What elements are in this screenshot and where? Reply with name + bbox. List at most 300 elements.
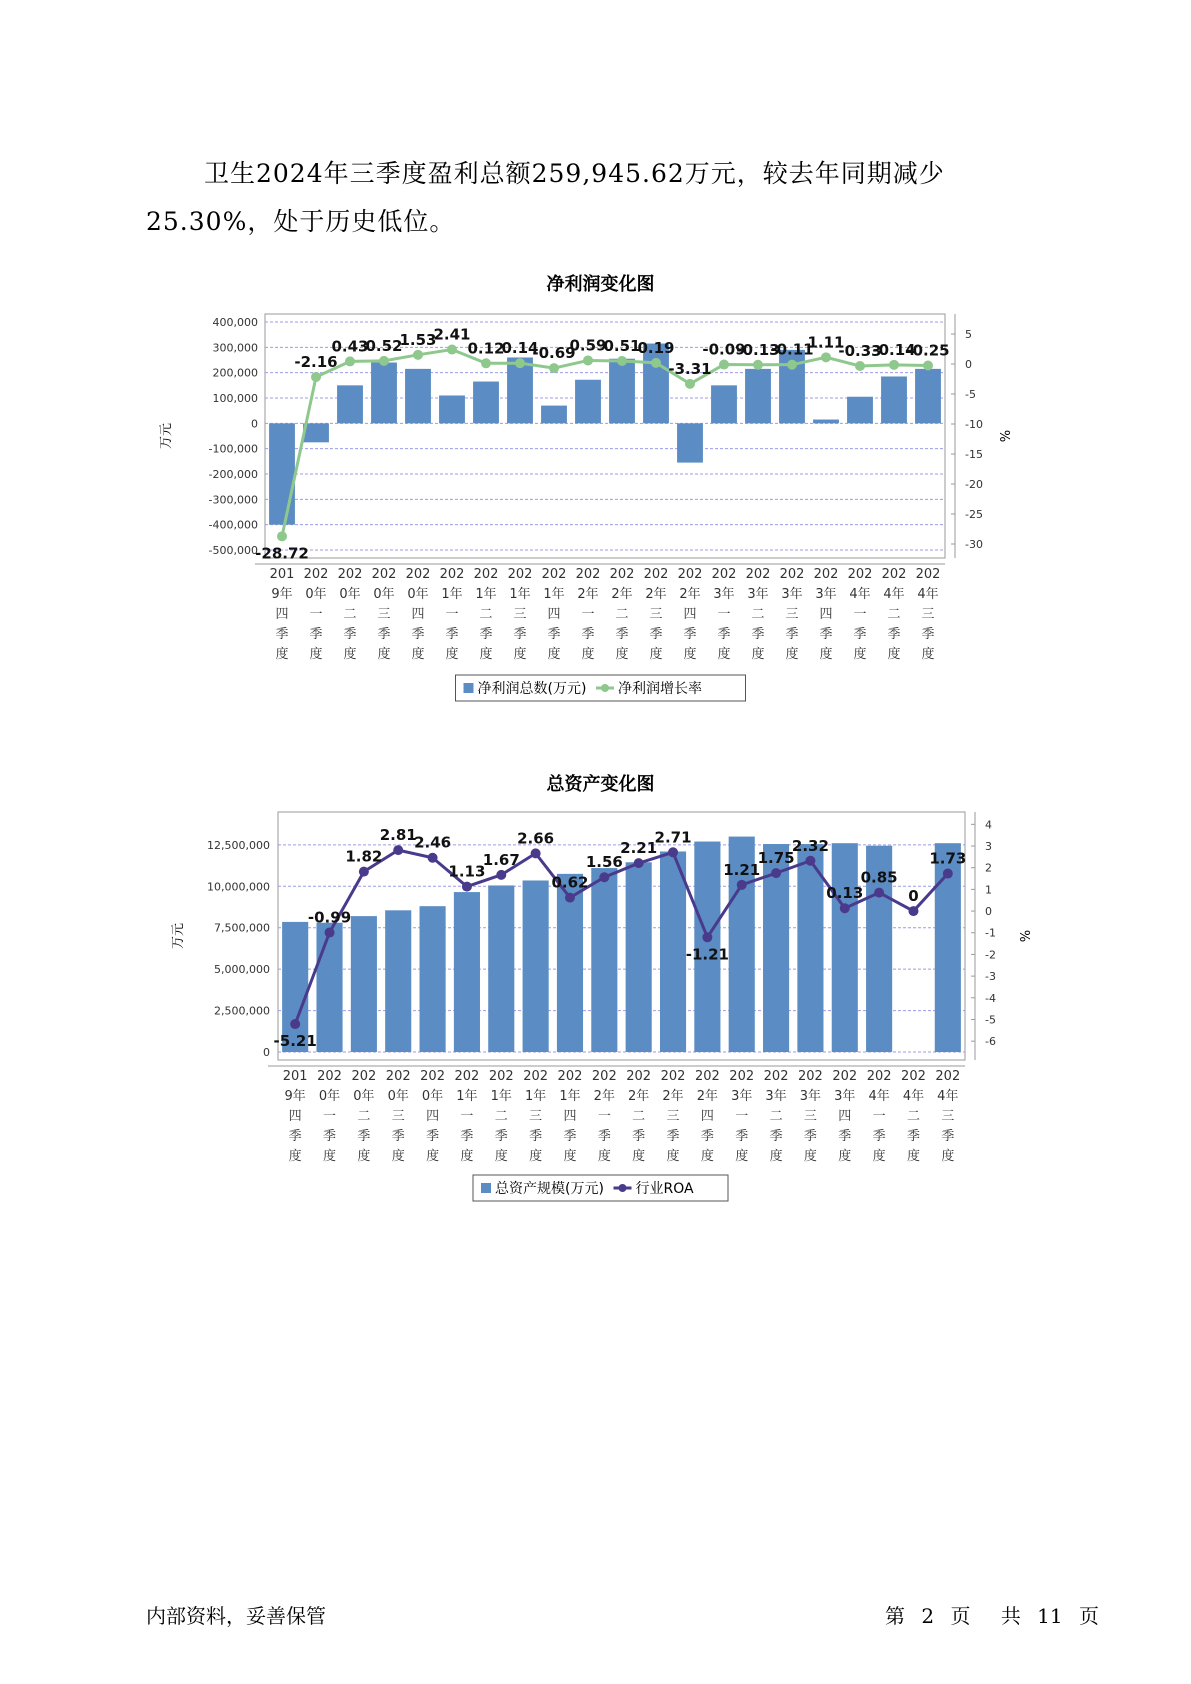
x-tick-part: 202: [317, 1069, 342, 1084]
data-label: 1.11: [807, 333, 845, 352]
x-tick-part: 度: [666, 1149, 680, 1164]
x-tick-part: 202: [609, 567, 635, 582]
x-tick-part: 度: [803, 1149, 817, 1164]
line-point: [393, 845, 403, 855]
x-tick-part: 202: [488, 1069, 514, 1084]
x-tick-label: [678, 567, 703, 662]
x-tick-part: 202: [813, 567, 839, 582]
x-tick-part: 1年: [456, 1089, 478, 1104]
y-tick-label: -300,000: [208, 493, 258, 507]
x-tick-part: 季: [717, 627, 731, 642]
x-tick-part: 1年: [475, 587, 497, 602]
data-label: 2.21: [620, 839, 658, 858]
bar: [575, 380, 601, 424]
bar: [473, 382, 499, 424]
footer-confidential: 内部资料，妥善保管: [146, 1604, 326, 1628]
x-tick-label: [746, 567, 771, 662]
x-tick-part: 1年: [524, 1089, 547, 1104]
x-tick-label: [712, 567, 737, 662]
line-point: [428, 853, 438, 863]
x-tick-part: 季: [445, 627, 459, 642]
data-label: 1.53: [399, 330, 437, 349]
x-tick-part: 0年: [373, 587, 395, 602]
x-tick-part: 度: [735, 1149, 749, 1164]
x-tick-part: 度: [460, 1149, 474, 1164]
x-tick-part: 季: [357, 1129, 371, 1144]
line-point: [668, 847, 678, 857]
x-tick-part: 202: [473, 567, 499, 582]
x-tick-part: 0年: [318, 1089, 341, 1104]
y-tick-label: 0: [251, 417, 258, 431]
line-point: [787, 360, 797, 370]
data-label: 1.75: [757, 849, 795, 868]
x-tick-part: 2年: [593, 1089, 615, 1104]
x-tick-part: 季: [632, 1129, 646, 1144]
x-tick-part: 1年: [559, 1089, 581, 1104]
x-tick-part: 202: [385, 1069, 411, 1084]
bar: [626, 862, 652, 1052]
data-label: -0.09: [702, 340, 746, 359]
x-tick-part: 4年: [902, 1089, 925, 1104]
data-label: -0.69: [532, 344, 576, 363]
x-tick-part: 季: [581, 627, 595, 642]
page-number: 2: [921, 1604, 935, 1628]
x-tick-label: [474, 567, 499, 662]
x-tick-part: 一: [460, 1109, 474, 1124]
line-point: [908, 906, 918, 916]
y2-tick-label: -10: [965, 418, 983, 431]
legend-line-label: 行业ROA: [635, 1181, 694, 1197]
x-tick-part: 四: [700, 1109, 714, 1124]
bar: [660, 851, 686, 1052]
y-tick-label: -100,000: [208, 442, 258, 456]
x-tick-part: 季: [785, 627, 799, 642]
x-tick-part: 202: [832, 1069, 858, 1084]
x-tick-label: [764, 1069, 789, 1164]
x-tick-part: 度: [275, 647, 289, 662]
y2-tick-label: 3: [985, 840, 992, 854]
line-point: [379, 356, 389, 366]
line-point: [685, 379, 695, 389]
x-tick-part: 0年: [407, 587, 429, 602]
x-tick-part: 度: [632, 1149, 646, 1164]
net-profit-chart: [0, 270, 1191, 710]
data-label: -2.16: [294, 352, 338, 371]
x-tick-part: 202: [847, 567, 873, 582]
x-tick-part: 度: [819, 647, 833, 662]
x-tick-part: 季: [411, 627, 425, 642]
x-tick-part: 季: [838, 1129, 852, 1144]
x-tick-part: 季: [309, 627, 323, 642]
x-tick-part: 度: [769, 1149, 783, 1164]
x-tick-part: 202: [677, 567, 703, 582]
line-point: [923, 361, 933, 371]
x-tick-part: 三: [921, 607, 935, 622]
y2-tick-label: 5: [965, 328, 972, 341]
line-point: [277, 531, 287, 541]
x-tick-label: [901, 1069, 926, 1164]
bar: [405, 369, 431, 423]
x-tick-part: 0年: [339, 587, 361, 602]
x-tick-part: 202: [694, 1069, 720, 1084]
y2-tick-label: -3: [985, 970, 996, 984]
data-label: 2.81: [379, 826, 417, 845]
x-tick-part: 度: [785, 647, 799, 662]
chart-title: 总资产变化图: [546, 774, 655, 795]
x-tick-part: 度: [597, 1149, 611, 1164]
line-point: [771, 868, 781, 878]
data-label: -28.72: [255, 544, 309, 563]
line-point: [462, 882, 472, 892]
bar: [385, 910, 411, 1052]
x-tick-part: 202: [541, 567, 567, 582]
y-tick-label: 0: [263, 1046, 270, 1059]
line-point: [565, 893, 575, 903]
x-tick-part: 度: [700, 1149, 714, 1164]
x-tick-part: 一: [735, 1109, 749, 1124]
x-tick-part: 四: [563, 1109, 577, 1124]
line-point: [753, 360, 763, 370]
line-point: [359, 867, 369, 877]
x-tick-part: 3年: [815, 587, 837, 602]
x-tick-part: 四: [547, 607, 561, 622]
x-tick-part: 度: [563, 1149, 577, 1164]
x-tick-part: 202: [557, 1069, 583, 1084]
y2-tick-label: 0: [965, 358, 972, 371]
x-tick-part: 二: [479, 607, 493, 622]
x-tick-part: 季: [853, 627, 867, 642]
data-label: -5.21: [273, 1032, 317, 1051]
data-label: 1.56: [585, 853, 623, 872]
bar: [371, 363, 397, 424]
x-tick-part: 4年: [937, 1089, 959, 1104]
x-tick-label: [916, 567, 941, 662]
x-tick-part: 4年: [917, 587, 939, 602]
x-tick-label: [867, 1069, 892, 1164]
x-tick-part: 三: [391, 1109, 405, 1124]
y2-tick-label: -30: [965, 538, 983, 551]
bar: [351, 916, 377, 1052]
x-tick-part: 季: [751, 627, 765, 642]
line-point: [855, 361, 865, 371]
x-tick-part: 三: [377, 607, 391, 622]
y-tick-label: 100,000: [212, 392, 258, 405]
bar: [488, 885, 514, 1052]
line-point: [651, 358, 661, 368]
y2-axis-title: %: [996, 429, 1011, 443]
y-tick-label: 200,000: [212, 366, 258, 380]
x-tick-part: 季: [460, 1129, 474, 1144]
x-tick-part: 二: [751, 607, 765, 622]
x-tick-part: 2年: [577, 587, 599, 602]
y2-tick-label: -4: [985, 991, 996, 1005]
data-label: 0.59: [569, 336, 607, 355]
x-tick-part: 3年: [713, 587, 735, 602]
x-tick-part: 0年: [353, 1089, 375, 1104]
x-tick-part: 度: [838, 1149, 852, 1164]
x-tick-part: 三: [941, 1109, 955, 1124]
x-tick-part: 三: [649, 607, 663, 622]
line-point: [634, 858, 644, 868]
x-tick-label: [848, 567, 873, 662]
x-tick-part: 四: [288, 1109, 302, 1124]
data-label: -3.31: [668, 359, 712, 378]
y-tick-label: 7,500,000: [214, 921, 270, 935]
x-tick-part: 度: [445, 647, 459, 662]
x-tick-part: 202: [507, 567, 533, 582]
legend-bar-swatch: [481, 1183, 491, 1193]
x-tick-part: 季: [887, 627, 901, 642]
x-tick-part: 度: [411, 647, 425, 662]
x-tick-part: 季: [803, 1129, 817, 1144]
y-tick-label: 400,000: [212, 316, 258, 329]
bar: [337, 385, 363, 423]
footer-page-info: [885, 1600, 1099, 1629]
x-tick-label: [317, 1069, 342, 1164]
x-tick-part: 202: [351, 1069, 377, 1084]
x-tick-label: [610, 567, 635, 662]
x-tick-label: [304, 567, 329, 662]
x-tick-part: 201: [282, 1069, 308, 1084]
x-tick-label: [626, 1069, 651, 1164]
y2-tick-label: -5: [965, 388, 976, 401]
x-tick-part: 202: [454, 1069, 480, 1084]
x-tick-part: 四: [275, 607, 289, 622]
x-tick-part: 202: [915, 567, 941, 582]
x-tick-part: 0年: [305, 587, 327, 602]
x-tick-part: 1年: [543, 587, 565, 602]
x-tick-part: 四: [426, 1109, 440, 1124]
bar: [711, 385, 737, 423]
data-label: 1.21: [723, 860, 761, 879]
y2-tick-label: -5: [985, 1013, 996, 1027]
x-tick-part: 1年: [509, 587, 531, 602]
line-point: [481, 358, 491, 368]
x-tick-part: 三: [803, 1109, 817, 1124]
x-tick-part: 一: [323, 1109, 337, 1124]
x-tick-part: 三: [513, 607, 527, 622]
line-point: [719, 360, 729, 370]
x-tick-label: [576, 567, 601, 662]
x-tick-part: 202: [660, 1069, 686, 1084]
line-point: [840, 903, 850, 913]
x-tick-part: 202: [866, 1069, 892, 1084]
x-tick-part: 202: [337, 567, 363, 582]
x-tick-part: 202: [626, 1069, 652, 1084]
x-tick-part: 二: [343, 607, 357, 622]
x-tick-part: 202: [439, 567, 465, 582]
x-tick-part: 202: [591, 1069, 617, 1084]
data-label: -0.11: [770, 340, 814, 359]
y2-tick-label: -20: [965, 478, 983, 491]
page-prefix: 第: [885, 1604, 905, 1628]
x-tick-part: 度: [872, 1149, 886, 1164]
x-tick-label: [832, 1069, 857, 1164]
y-tick-label: 10,000,000: [207, 880, 270, 894]
total-unit: 页: [1078, 1604, 1099, 1628]
x-tick-part: 9年: [284, 1089, 306, 1104]
x-tick-part: 2年: [645, 587, 667, 602]
x-tick-part: 202: [881, 567, 907, 582]
x-tick-part: 2年: [662, 1089, 684, 1104]
y-axis-title: 万元: [171, 922, 186, 950]
x-tick-part: 季: [941, 1129, 955, 1144]
y-tick-label: 300,000: [212, 341, 258, 355]
data-label: 2.66: [517, 829, 555, 848]
data-label: -0.13: [736, 340, 780, 359]
x-tick-part: 4年: [868, 1089, 890, 1104]
x-tick-part: 202: [523, 1069, 549, 1084]
x-tick-part: 202: [798, 1069, 823, 1084]
bar: [847, 397, 873, 424]
data-label: 2.71: [654, 828, 692, 847]
line-point: [874, 888, 884, 898]
x-tick-part: 202: [303, 567, 329, 582]
x-tick-part: 202: [729, 1069, 755, 1084]
data-label: 2.46: [414, 833, 452, 852]
x-tick-part: 一: [717, 607, 731, 622]
total-assets-chart: [0, 770, 1191, 1210]
data-label: 1.67: [482, 850, 520, 869]
x-tick-part: 202: [643, 567, 669, 582]
x-tick-part: 度: [426, 1149, 440, 1164]
bar: [813, 420, 839, 424]
y-axis-title: 万元: [159, 422, 174, 450]
x-tick-part: 度: [941, 1149, 955, 1164]
x-tick-label: [935, 1069, 960, 1164]
data-label: 0.12: [467, 339, 505, 358]
x-tick-part: 度: [615, 647, 629, 662]
x-tick-part: 202: [935, 1069, 961, 1084]
x-tick-part: 季: [921, 627, 935, 642]
data-label: -0.25: [906, 341, 950, 360]
data-label: 1.73: [929, 849, 967, 868]
x-tick-label: [523, 1069, 548, 1164]
x-tick-label: [508, 567, 533, 662]
bar: [316, 923, 342, 1052]
x-tick-label: [592, 1069, 617, 1164]
x-tick-part: 度: [683, 647, 697, 662]
line-point: [515, 358, 525, 368]
x-tick-part: 一: [581, 607, 595, 622]
line-point: [447, 345, 457, 355]
line-point: [290, 1019, 300, 1029]
y2-tick-label: -25: [965, 508, 983, 521]
summary-paragraph: 卫生2024年三季度盈利总额259,945.62万元，较去年同期减少25.30%，处于历史低位。: [146, 159, 945, 236]
y2-tick-label: -6: [985, 1035, 996, 1049]
bar: [677, 423, 703, 462]
x-tick-part: 季: [275, 627, 289, 642]
x-tick-part: 季: [649, 627, 663, 642]
x-tick-part: 度: [288, 1149, 302, 1164]
legend-line-marker: [619, 1184, 627, 1192]
bar: [591, 868, 617, 1052]
data-label: 0.62: [551, 873, 589, 892]
x-tick-label: [283, 1069, 308, 1164]
data-label: -0.33: [838, 341, 882, 360]
x-tick-part: 四: [411, 607, 425, 622]
x-tick-part: 度: [581, 647, 595, 662]
bar: [269, 423, 295, 524]
x-tick-label: [372, 567, 397, 662]
x-tick-part: 度: [547, 647, 561, 662]
data-label: 1.82: [345, 847, 383, 866]
x-tick-part: 4年: [849, 587, 871, 602]
x-tick-part: 三: [785, 607, 799, 622]
data-label: -0.99: [307, 908, 352, 927]
x-tick-part: 202: [371, 567, 397, 582]
x-tick-part: 0年: [387, 1089, 409, 1104]
x-tick-part: 度: [717, 647, 731, 662]
x-tick-part: 季: [391, 1129, 405, 1144]
x-tick-part: 季: [819, 627, 833, 642]
x-tick-part: 202: [405, 567, 431, 582]
line-point: [943, 869, 953, 879]
line-point: [413, 350, 423, 360]
line-point: [702, 932, 712, 942]
x-tick-part: 一: [445, 607, 459, 622]
x-tick-part: 202: [420, 1069, 445, 1084]
bar: [832, 843, 858, 1052]
x-tick-label: [338, 567, 363, 662]
legend-bar-label: 净利润总数(万元): [477, 681, 587, 697]
x-tick-part: 度: [906, 1149, 920, 1164]
y2-tick-label: 0: [985, 905, 992, 919]
x-tick-part: 三: [666, 1109, 680, 1124]
bar: [420, 906, 446, 1052]
bar: [881, 376, 907, 423]
data-label: 0.19: [637, 338, 675, 357]
x-tick-part: 二: [615, 607, 629, 622]
x-tick-label: [798, 1069, 823, 1164]
x-tick-part: 季: [700, 1129, 714, 1144]
x-tick-part: 度: [853, 647, 867, 662]
x-tick-part: 季: [666, 1129, 680, 1144]
x-tick-part: 3年: [765, 1089, 787, 1104]
y2-tick-label: -1: [985, 926, 996, 940]
line-point: [311, 372, 321, 382]
x-tick-label: [729, 1069, 754, 1164]
x-tick-part: 202: [779, 567, 805, 582]
data-label: -0.14: [872, 340, 916, 359]
x-tick-part: 度: [921, 647, 935, 662]
data-label: -1.21: [685, 945, 729, 964]
y-tick-label: -200,000: [208, 468, 258, 481]
x-tick-part: 度: [649, 647, 663, 662]
x-tick-part: 度: [529, 1149, 543, 1164]
x-tick-label: [406, 567, 431, 662]
x-tick-part: 四: [819, 607, 833, 622]
line-point: [583, 355, 593, 365]
x-tick-part: 9年: [271, 587, 293, 602]
x-tick-part: 202: [901, 1069, 926, 1084]
x-tick-part: 度: [343, 647, 357, 662]
x-tick-part: 三: [529, 1109, 543, 1124]
x-tick-part: 季: [735, 1129, 749, 1144]
x-tick-part: 季: [563, 1129, 577, 1144]
bar: [745, 369, 771, 423]
x-tick-part: 季: [343, 627, 357, 642]
y2-tick-label: -15: [965, 448, 983, 461]
chart-title: 净利润变化图: [546, 274, 655, 295]
x-tick-part: 度: [357, 1149, 371, 1164]
x-tick-part: 202: [575, 567, 601, 582]
x-tick-part: 度: [479, 647, 493, 662]
x-tick-label: [882, 567, 907, 662]
x-tick-part: 季: [513, 627, 527, 642]
line-point: [805, 856, 815, 866]
x-tick-part: 202: [711, 567, 737, 582]
